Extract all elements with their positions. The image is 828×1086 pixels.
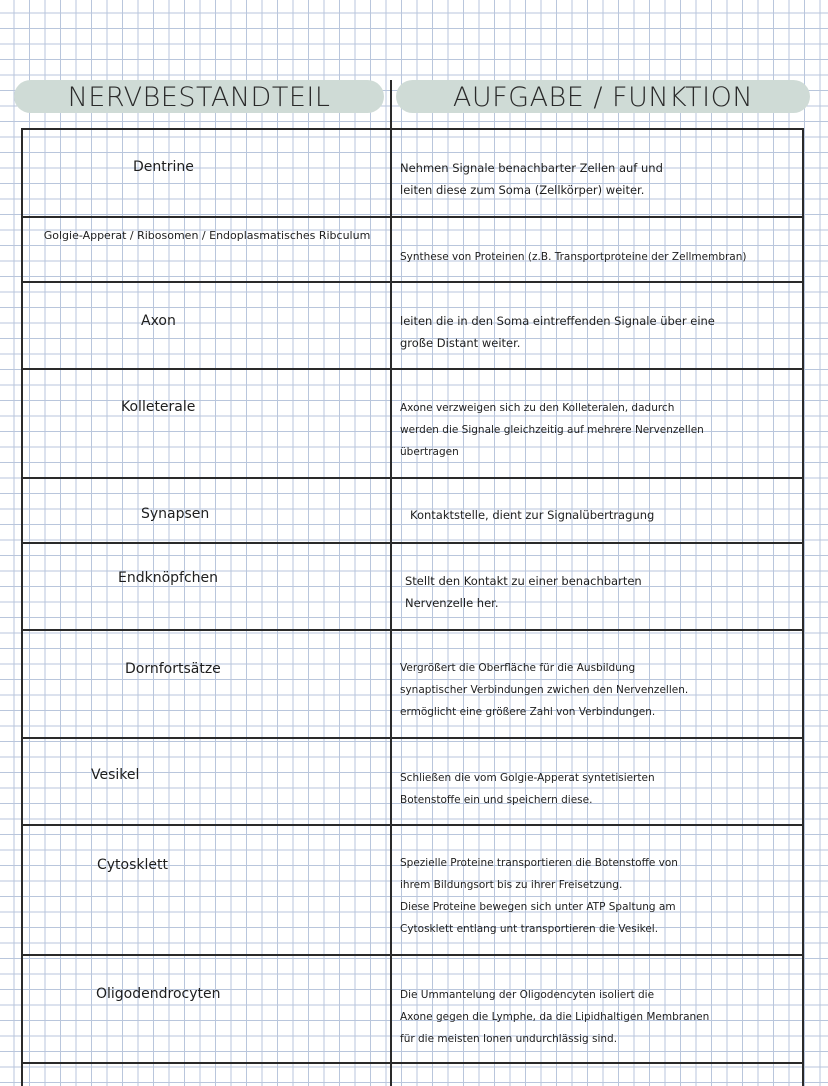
header-divider — [390, 80, 392, 130]
row-separator — [21, 1062, 804, 1064]
row-separator — [21, 824, 804, 826]
row-separator — [21, 128, 804, 130]
component-name: Oligodendrocyten — [96, 986, 221, 1002]
component-name: Kolleterale — [121, 399, 196, 415]
component-name: Endknöpfchen — [118, 570, 219, 586]
row-separator — [21, 281, 804, 283]
component-function: Stellt den Kontakt zu einer benachbarten Nervenzelle her. — [405, 574, 642, 610]
row-separator — [21, 629, 804, 631]
column-header-component: NERVBESTANDTEIL — [67, 82, 331, 113]
row-separator — [21, 368, 804, 370]
column-header-function: AUFGABE / FUNKTION — [452, 82, 754, 113]
component-name: Axon — [141, 313, 176, 329]
component-name: Synapsen — [141, 506, 210, 522]
component-function: Schließen die vom Golgie-Apperat syntetisierten Botenstoffe ein und speichern diese. — [400, 772, 655, 806]
component-name: Dentrine — [133, 159, 194, 175]
component-function: Spezielle Proteine transportieren die Botenstoffe von ihrem Bildungsort bis zu ihrer Freisetzung. Diese Proteine bewegen sich unter ATP Spaltung am Cytosklett entlang unt transportieren die Vesikel. — [400, 857, 678, 935]
component-function: Axone verzweigen sich zu den Kolleteralen, dadurch werden die Signale gleichzeitig auf mehrere Nervenzellen übertragen — [400, 402, 704, 458]
component-function: Synthese von Proteinen (z.B. Transportproteine der Zellmembran) — [400, 251, 747, 263]
row-separator — [21, 542, 804, 544]
component-function: Die Ummantelung der Oligodencyten isoliert die Axone gegen die Lymphe, da die Lipidhaltigen Membranen für die meisten Ionen undurchlässig sind. — [400, 989, 710, 1045]
row-separator — [21, 477, 804, 479]
row-separator — [21, 737, 804, 739]
column-divider — [390, 128, 392, 1086]
component-name: Cytosklett — [97, 857, 168, 873]
component-function: Nehmen Signale benachbarter Zellen auf und leiten diese zum Soma (Zellkörper) weiter. — [400, 161, 663, 197]
row-separator — [21, 954, 804, 956]
component-name: Dornfortsätze — [125, 661, 221, 677]
component-name: Vesikel — [91, 767, 140, 783]
component-function: leiten die in den Soma eintreffenden Signale über eine große Distant weiter. — [400, 314, 715, 350]
row-separator — [21, 216, 804, 218]
component-function: Kontaktstelle, dient zur Signalübertragung — [410, 508, 655, 522]
component-name: Golgie-Apperat / Ribosomen / Endoplasmatisches Ribculum — [43, 229, 371, 242]
component-function: Vergrößert die Oberfläche für die Ausbildung synaptischer Verbindungen zwichen den Nervenzellen. ermöglicht eine größere Zahl von Verbindungen. — [400, 662, 689, 718]
